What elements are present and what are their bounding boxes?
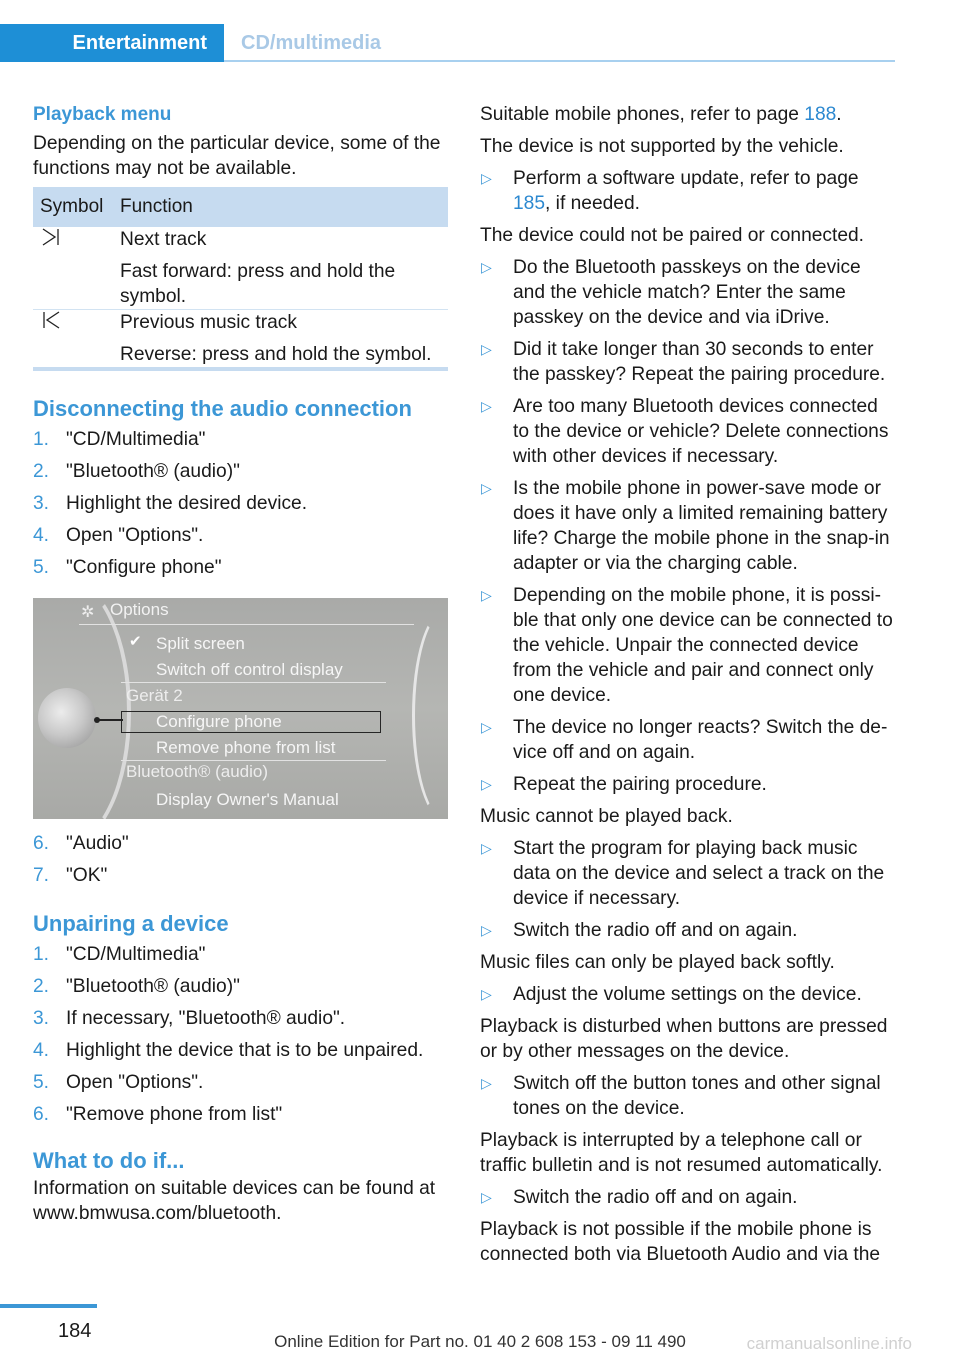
list-item: 4. Open "Options".	[33, 525, 204, 546]
function-line: Fast forward: press and hold the symbol.	[120, 261, 396, 307]
function-cell	[120, 227, 448, 310]
list-item: ▷ Do the Bluetooth passkeys on the device and the vehicle match? Enter the same passkey on the device and via iDrive.	[481, 257, 861, 328]
bullet-triangle-icon: ▷	[481, 986, 492, 1002]
left-column	[33, 102, 448, 1226]
list-item: 5. Open "Options".	[33, 1072, 204, 1093]
function-line: Next track	[120, 229, 207, 250]
bullet-triangle-icon: ▷	[481, 587, 492, 603]
list-item: ▷ Start the program for playing back music data on the device and select a track on the device if necessary.	[481, 838, 885, 909]
screen-divider	[121, 682, 386, 683]
unpair-steps	[33, 939, 448, 1131]
list-item: 1. "CD/Multimedia"	[33, 944, 206, 965]
playback-intro: Depending on the particular device, some of the functions may not be available.	[33, 133, 441, 179]
list-item: 6. "Remove phone from list"	[33, 1104, 283, 1125]
menu-item-display-manual[interactable]: Display Owner's Manual	[156, 790, 339, 809]
list-item: ▷ Switch off the button tones and other signal tones on the device.	[481, 1073, 881, 1119]
bullet-triangle-icon: ▷	[481, 719, 492, 735]
paragraph: Playback is disturbed when buttons are pressed or by other messages on the device.	[480, 1016, 888, 1062]
list-item: 3. Highlight the desired device.	[33, 493, 308, 514]
list-item: 6. "Audio"	[33, 833, 129, 854]
bullet-list	[480, 1185, 897, 1210]
tab-cd-multimedia[interactable]: CD/multimedia	[241, 31, 382, 54]
list-item: ▷ Are too many Bluetooth devices connected to the device or vehicle? Delete connections with other devices if necessary.	[481, 396, 889, 467]
function-line: Previous music track	[120, 312, 297, 333]
list-item: 3. If necessary, "Bluetooth® audio".	[33, 1008, 346, 1029]
list-item: ▷ Switch the radio off and on again.	[481, 920, 798, 941]
controller-knob-icon	[38, 688, 96, 748]
section-device-2: Gerät 2	[126, 686, 183, 705]
selection-line	[99, 719, 123, 721]
footer-rule	[0, 1304, 97, 1308]
disconnect-steps-continued	[33, 828, 448, 892]
list-item: ▷ Is the mobile phone in power-save mode or does it have only a limited remaining battery life? Charge the mobile phone in the snap-in adapter or via the charging cable.	[481, 478, 890, 574]
bullet-list	[480, 836, 897, 943]
table-row	[33, 227, 448, 310]
page-link-188[interactable]: 188	[804, 104, 837, 125]
list-item: 5. "Configure phone"	[33, 557, 222, 578]
list-item: ▷ Adjust the volume settings on the device.	[481, 984, 862, 1005]
bullet-list	[480, 255, 897, 797]
bullet-triangle-icon: ▷	[481, 480, 492, 496]
bullet-triangle-icon: ▷	[481, 398, 492, 414]
list-item: 2. "Bluetooth® (audio)"	[33, 976, 240, 997]
paragraph: Suitable mobile phones, refer to page 188.	[480, 104, 842, 125]
section-bluetooth-audio: Bluetooth® (audio)	[126, 762, 269, 781]
list-item: ▷ Perform a software update, refer to page 185, if needed.	[481, 168, 859, 214]
function-line: Reverse: press and hold the symbol.	[120, 344, 432, 365]
paragraph: Playback is interrupted by a telephone call or traffic bulletin and is not resumed automatically.	[480, 1130, 883, 1176]
disconnect-steps	[33, 424, 448, 584]
bullet-triangle-icon: ▷	[481, 341, 492, 357]
list-item: 7. "OK"	[33, 865, 108, 886]
list-item: 4. Highlight the device that is to be unpaired.	[33, 1040, 424, 1061]
menu-item-configure-phone[interactable]: Configure phone	[156, 712, 282, 731]
bullet-triangle-icon: ▷	[481, 840, 492, 856]
paragraph: Playback is not possible if the mobile phone is connected both via Bluetooth Audio and via the	[480, 1219, 881, 1265]
function-cell	[120, 310, 448, 368]
table-row	[33, 310, 448, 368]
bullet-triangle-icon: ▷	[481, 170, 492, 186]
edition-note: Online Edition for Part no. 01 40 2 608 153 - 09 11 490	[274, 1332, 686, 1351]
paragraph: The device is not supported by the vehicle.	[480, 136, 844, 157]
col-function-header: Function	[120, 187, 448, 227]
bullet-triangle-icon: ▷	[481, 1189, 492, 1205]
bullet-triangle-icon: ▷	[481, 776, 492, 792]
table-end-rule	[33, 367, 448, 371]
list-item: 1. "CD/Multimedia"	[33, 429, 206, 450]
list-item: 2. "Bluetooth® (audio)"	[33, 461, 240, 482]
what-to-do-text: Information on suitable devices can be found at www.bmwusa.com/bluetooth.	[33, 1178, 436, 1224]
disconnect-heading: Disconnecting the audio connection	[33, 396, 412, 421]
playback-menu-heading: Playback menu	[33, 104, 172, 125]
bullet-list	[480, 166, 897, 216]
bullet-list	[480, 1071, 897, 1121]
screen-divider	[121, 760, 386, 761]
paragraph: The device could not be paired or connected.	[480, 225, 865, 246]
bullet-triangle-icon: ▷	[481, 1075, 492, 1091]
paragraph: Music files can only be played back softly.	[480, 952, 835, 973]
page-link-185[interactable]: 185	[513, 193, 546, 214]
symbol-cell	[33, 310, 120, 368]
paragraph: Music cannot be played back.	[480, 806, 733, 827]
bullet-triangle-icon: ▷	[481, 922, 492, 938]
next-track-icon	[33, 227, 61, 254]
tab-entertainment[interactable]: Entertainment	[0, 24, 224, 62]
header-bar	[0, 0, 895, 62]
idrive-options-screenshot	[33, 598, 448, 819]
watermark: carmanualsonline.info	[746, 1334, 912, 1353]
list-item: ▷ The device no longer reacts? Switch the de-vice off and on again.	[481, 717, 888, 763]
menu-item-remove-phone[interactable]: Remove phone from list	[156, 738, 336, 757]
options-gear-icon: ✲	[81, 604, 95, 621]
list-item: ▷ Did it take longer than 30 seconds to enter the passkey? Repeat the pairing procedure.	[481, 339, 886, 385]
what-to-do-heading: What to do if...	[33, 1148, 185, 1173]
unpair-heading: Unpairing a device	[33, 911, 229, 936]
scroll-arc	[412, 610, 448, 819]
previous-track-icon	[33, 310, 61, 337]
header-rule	[224, 60, 895, 62]
right-column	[480, 102, 897, 1267]
list-item: ▷ Depending on the mobile phone, it is possi-ble that only one device can be connected to the vehicle. Unpair the connected device from the vehicle and pair and connect only one device.	[481, 585, 893, 706]
col-symbol-header: Symbol	[33, 187, 120, 227]
symbol-cell	[33, 227, 120, 310]
bullet-triangle-icon: ▷	[481, 259, 492, 275]
screen-title: Options	[110, 600, 169, 619]
page-number: 184	[58, 1320, 92, 1342]
list-item: ▷ Repeat the pairing procedure.	[481, 774, 767, 795]
bullet-list	[480, 982, 897, 1007]
menu-item-switch-off-display[interactable]: Switch off control display	[156, 660, 343, 679]
screen-divider	[79, 624, 414, 625]
split-screen-check-icon: ✔	[129, 633, 142, 650]
list-item: ▷ Switch the radio off and on again.	[481, 1187, 798, 1208]
symbol-table	[33, 187, 448, 367]
menu-item-split-screen[interactable]: Split screen	[156, 634, 245, 653]
